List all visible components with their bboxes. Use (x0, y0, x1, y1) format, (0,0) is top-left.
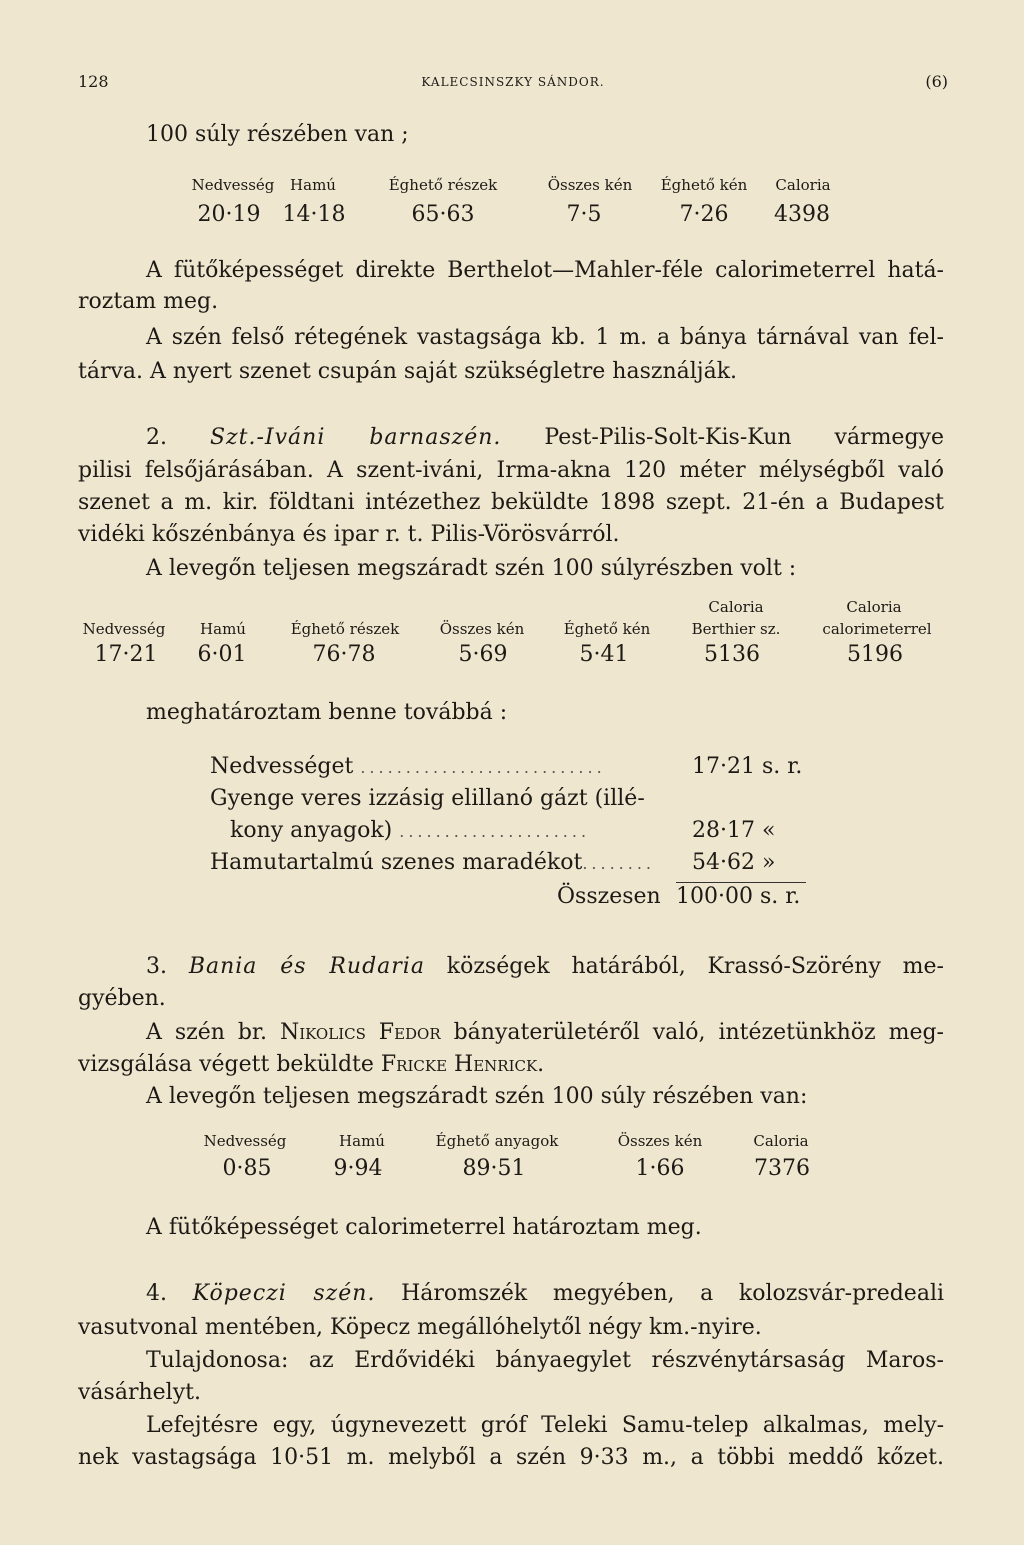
section-2-heading-rest: Pest-Pilis-Solt-Kis-Kun vármegye (544, 425, 944, 450)
table-2-value: 6·01 (197, 642, 247, 667)
table-2-header: Nedvesség (82, 620, 166, 638)
total-label: Összesen (557, 884, 661, 909)
running-title: KALECSINSZKY SÁNDOR. (421, 75, 605, 89)
leader-dots: ........ (582, 854, 656, 873)
leader-dots: ........................... (360, 758, 606, 777)
table-3-value: 89·51 (462, 1156, 526, 1181)
paragraph-line: vasutvonal mentében, Köpecz megállóhelytől négy km.-nyire. (78, 1315, 762, 1340)
paragraph-line: szenet a m. kir. földtani intézethez beküldte 1898 szept. 21-én a Budapest (78, 490, 944, 515)
section-2-heading (146, 423, 944, 453)
paragraph-line: A fütőképességet calorimeterrel határoztam meg. (146, 1215, 702, 1240)
table-2-value: 5·41 (579, 642, 629, 667)
table-2-header: calorimeterrel (822, 620, 932, 638)
table-2-header: Összes kén (439, 620, 525, 638)
table-3-value: 0·85 (222, 1156, 272, 1181)
table-3-value: 7376 (754, 1156, 810, 1181)
detail-value: 28·17 « (692, 818, 776, 843)
paragraph-line: A fütőképességet direkte Berthelot—Mahler-féle calorimeterrel hatá- (146, 258, 944, 283)
table-3-header: Hamú (339, 1132, 385, 1150)
paragraph-line: roztam meg. (78, 289, 219, 314)
paragraph-line: pilisi felsőjárásában. A szent-iváni, Irma-akna 120 méter mélységből való (78, 458, 944, 483)
table-2-value: 17·21 (94, 642, 158, 667)
section-number: (6) (925, 72, 948, 91)
detail-value: 54·62 » (692, 850, 776, 875)
table-2-value: 5·69 (458, 642, 508, 667)
table-2-header: Éghető kén (563, 620, 651, 638)
table-2-header: Éghető részek (290, 620, 400, 638)
table-2-value: 76·78 (312, 642, 376, 667)
table-2-header: Hamú (200, 620, 246, 638)
text-run: A szén br. (146, 1020, 280, 1045)
text-run: vizsgálása végett beküldte (78, 1052, 381, 1077)
table-3-header: Összes kén (617, 1132, 703, 1150)
text-run: bányaterületéről való, intézetünkhöz meg- (440, 1020, 944, 1045)
paragraph-line (78, 1050, 944, 1080)
table-2-value: 5136 (704, 642, 760, 667)
section-3-heading-rest: községek határából, Krassó-Szörény me- (446, 954, 944, 979)
page-number: 128 (78, 72, 109, 91)
paragraph-line: A levegőn teljesen megszáradt szén 100 súlyrészben volt : (146, 556, 797, 581)
detail-label-text: Nedvességet (210, 754, 354, 779)
detail-label (210, 850, 655, 875)
table-1-header: Összes kén (547, 176, 633, 194)
section-4-heading-rest: Háromszék megyében, a kolozsvár-predeali (401, 1281, 945, 1306)
table-2-value: 5196 (847, 642, 903, 667)
table-1-value: 4398 (774, 202, 830, 227)
page-header (78, 68, 948, 98)
paragraph-line: gyében. (78, 986, 166, 1011)
paragraph-line: A szén felső rétegének vastagsága kb. 1 m. a bánya tárnával van fel- (146, 325, 944, 350)
table-3-header: Caloria (753, 1132, 809, 1150)
section-4-heading (146, 1279, 944, 1309)
detail-label (210, 754, 606, 779)
detail-label: Gyenge veres izzásig elillanó gázt (illé- (210, 786, 645, 811)
table-2-header: Berthier sz. (691, 620, 781, 638)
table-3-header: Éghető anyagok (435, 1132, 559, 1150)
table-1-value: 65·63 (411, 202, 475, 227)
leader-dots: ..................... (399, 822, 591, 841)
person-name: Fricke Henrick. (380, 1052, 545, 1077)
section-3-number: 3. (146, 954, 167, 979)
table-1-header: Nedvesség (191, 176, 275, 194)
paragraph-line: nek vastagsága 10·51 m. melyből a szén 9·33 m., a többi meddő kőzet. (78, 1445, 944, 1470)
detail-value: 17·21 s. r. (692, 754, 803, 779)
section-2-title: Szt.-Iváni barnaszén. (209, 425, 502, 450)
table-2-header-top: Caloria (708, 598, 764, 616)
table-1-value: 14·18 (282, 202, 346, 227)
table-1-value: 20·19 (197, 202, 261, 227)
intro-line: 100 súly részében van ; (146, 122, 409, 147)
table-1-header: Caloria (775, 176, 831, 194)
detail-label-text: Hamutartalmú szenes maradékot (210, 850, 583, 875)
table-1-value: 7·5 (566, 202, 602, 227)
paragraph-line: Lefejtésre egy, úgynevezett gróf Teleki Samu-telep alkalmas, mely- (146, 1413, 944, 1438)
paragraph-line: vidéki kőszénbánya és ipar r. t. Pilis-Vörösvárról. (78, 522, 620, 547)
section-3-title: Bania és Rudaria (188, 954, 425, 979)
table-1-header: Hamú (290, 176, 336, 194)
table-3-value: 9·94 (333, 1156, 383, 1181)
paragraph-line: A levegőn teljesen megszáradt szén 100 súly részében van: (146, 1084, 808, 1109)
detail-label (230, 818, 590, 843)
paragraph-line: meghatároztam benne továbbá : (146, 700, 508, 725)
section-3-heading (146, 952, 944, 982)
table-1-value: 7·26 (679, 202, 729, 227)
table-1-header: Éghető kén (660, 176, 748, 194)
section-2-number: 2. (146, 425, 167, 450)
table-3-value: 1·66 (635, 1156, 685, 1181)
table-2-header-top: Caloria (846, 598, 902, 616)
paragraph-line (146, 1018, 944, 1048)
detail-label-text: kony anyagok) (230, 818, 393, 843)
sum-rule (676, 882, 806, 883)
total-value: 100·00 s. r. (676, 884, 801, 909)
paragraph-line: vásárhelyt. (78, 1380, 201, 1405)
paragraph-line: tárva. A nyert szenet csupán saját szükségletre használják. (78, 359, 738, 384)
table-3-header: Nedvesség (203, 1132, 287, 1150)
section-4-number: 4. (146, 1281, 167, 1306)
paragraph-line: Tulajdonosa: az Erdővidéki bányaegylet részvénytársaság Maros- (146, 1348, 944, 1373)
table-1-header: Éghető részek (388, 176, 498, 194)
section-4-title: Köpeczi szén. (192, 1281, 376, 1306)
person-name: Nikolics Fedor (279, 1020, 441, 1045)
